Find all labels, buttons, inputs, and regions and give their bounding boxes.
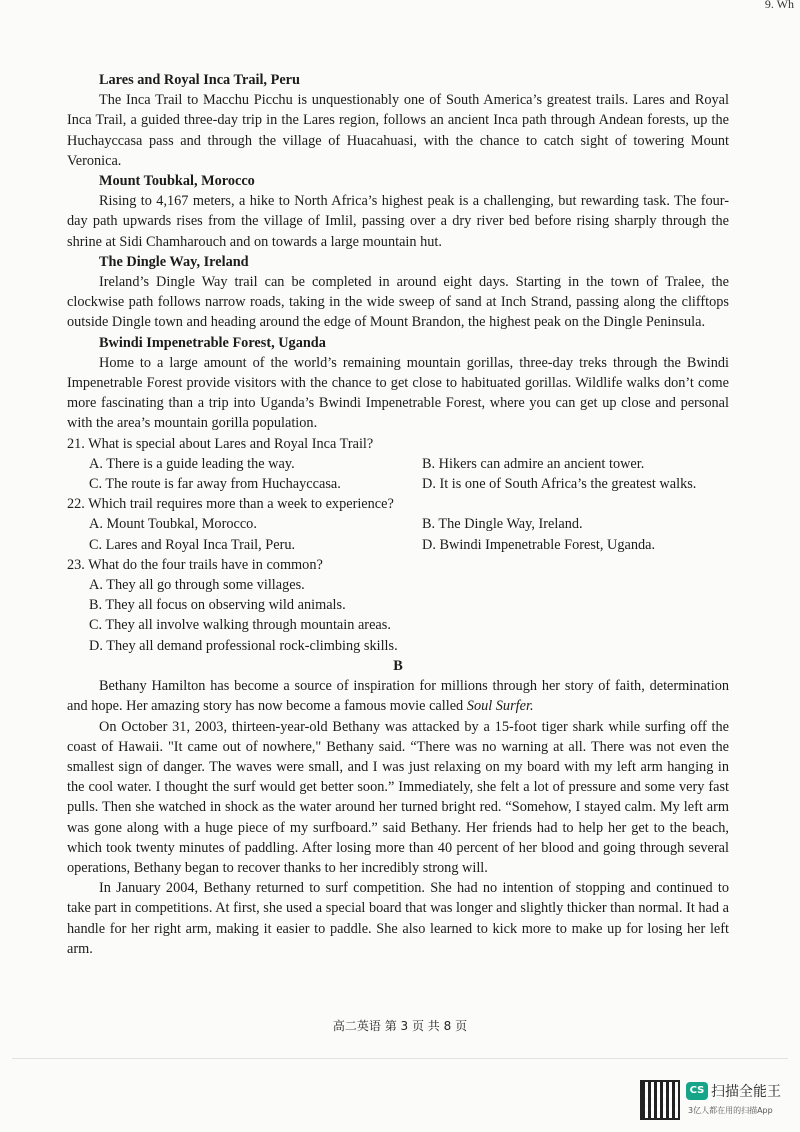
option-c: C. They all involve walking through mountain areas. [89, 617, 391, 634]
option-a: A. There is a guide leading the way. [89, 455, 295, 472]
camscanner-logo-icon: CS [686, 1082, 708, 1100]
option-d: D. It is one of South Africa’s the greatest walks. [422, 476, 697, 493]
option-row [67, 454, 729, 474]
scanner-tagline: 3亿人都在用的扫描App [688, 1106, 773, 1115]
option-d: D. Bwindi Impenetrable Forest, Uganda. [422, 536, 656, 553]
option-b: B. They all focus on observing wild animals. [89, 597, 346, 614]
question-stem: 21. What is special about Lares and Royal Inca Trail? [67, 435, 374, 452]
section-body: Rising to 4,167 meters, a hike to North Africa’s highest peak is a challenging, but rewarding task. The four-day path upwards rises from the village of Imlil, passing over a dry river bed before rising sharply through the shrine at Sidi Chamharouch and on towards a large mountain hut. [67, 193, 729, 250]
option-d: D. They all demand professional rock-climbing skills. [89, 637, 398, 654]
section-body: Home to a large amount of the world’s remaining mountain gorillas, three-day treks through the Bwindi Impenetrable Forest provide visitors with the chance to get close to habituated gorillas. Wildlife walks don’t come more fascinating than a trip into Uganda’s Bwindi Impenetrable Forest, where you can get up close and personal with the area’s mountain gorilla population. [67, 354, 729, 432]
section-body: Ireland’s Dingle Way trail can be completed in around eight days. Starting in the town of Tralee, the clockwise path follows narrow roads, taking in the wide sweep of sand at Inch Strand, passing along the clifftops outside Dingle town and heading around the edge of Mount Brandon, the highest peak on the Dingle Peninsula. [67, 274, 729, 331]
question-22 [67, 494, 729, 555]
passage-b-paragraph-3: In January 2004, Bethany returned to surf competition. She had no intention of stopping and continued to take part in competitions. At first, she used a special board that was longer and slightly thicker than normal. It had a handle for her right arm, making it easier to paddle. She also learned to kick more to make up for losing her left arm. [67, 880, 729, 957]
question-stem: 23. What do the four trails have in common? [67, 556, 323, 573]
section-b-letter: B [393, 657, 403, 674]
option-a: A. Mount Toubkal, Morocco. [89, 516, 257, 533]
qr-code-icon [640, 1080, 680, 1120]
corner-fragment: 9. Wh [764, 0, 794, 11]
option-c: C. Lares and Royal Inca Trail, Peru. [89, 536, 296, 553]
section-heading: The Dingle Way, Ireland [99, 253, 249, 270]
movie-title: Soul Surfer. [466, 698, 534, 715]
passage-b-paragraph-2: On October 31, 2003, thirteen-year-old Bethany was attacked by a 15-foot tiger shark while surfing off the coast of Hawaii. "It came out of nowhere," Bethany said. “There was no warning at all. There was not even the smallest sign of danger. The waves were small, and I was just relaxing on my board with my left arm hanging in the cool water. I thought the surf would get better soon.” Immediately, she felt a lot of pressure and some very fast pulls. Then she watched in shock as the water around her turned bright red. “Somehow, I stayed calm. My left arm was gone along with a huge piece of my surfboard.” said Bethany. Her friends had to help her get to the beach, which took twenty minutes of paddling. After losing more than 40 percent of her blood and going through several operations, Bethany began to recover thanks to her incredibly strong will. [67, 718, 729, 876]
scanner-app-name: 扫描全能王 [711, 1084, 781, 1100]
section-dingle [67, 252, 729, 333]
option-row [67, 514, 729, 534]
passage-b-paragraph-1 [67, 676, 729, 716]
option-a: A. They all go through some villages. [89, 577, 305, 594]
section-heading: Lares and Royal Inca Trail, Peru [99, 72, 300, 88]
option-c: C. The route is far away from Huchayccasa. [89, 476, 341, 493]
page-content [67, 70, 729, 959]
option-b: B. The Dingle Way, Ireland. [422, 516, 583, 533]
section-body: The Inca Trail to Macchu Picchu is unquestionably one of South America’s greatest trails. Lares and Royal Inca Trail, a guided three-day trip in the Lares region, follows an ancient Inca path through Andean forests, up the Huchayccasa pass and through the village of Huacahuasi, with the chance to catch sight of towering Mount Veronica. [67, 92, 729, 169]
section-heading: Mount Toubkal, Morocco [99, 173, 255, 190]
question-21 [67, 434, 729, 495]
option-row [67, 474, 729, 494]
option-row [67, 535, 729, 555]
divider [12, 1058, 788, 1059]
option-b: B. Hikers can admire an ancient tower. [422, 455, 645, 472]
section-lares [67, 70, 729, 171]
section-bwindi [67, 333, 729, 434]
question-23 [67, 555, 729, 656]
section-heading: Bwindi Impenetrable Forest, Uganda [99, 334, 326, 351]
paragraph-text: Bethany Hamilton has become a source of inspiration for millions through her story of faith, determination and hope. Her amazing story has now become a famous movie called [67, 678, 729, 715]
question-stem: 22. Which trail requires more than a week to experience? [67, 496, 394, 513]
section-toubkal [67, 171, 729, 252]
page-footer: 高二英语 第 3 页 共 8 页 [332, 1019, 468, 1033]
